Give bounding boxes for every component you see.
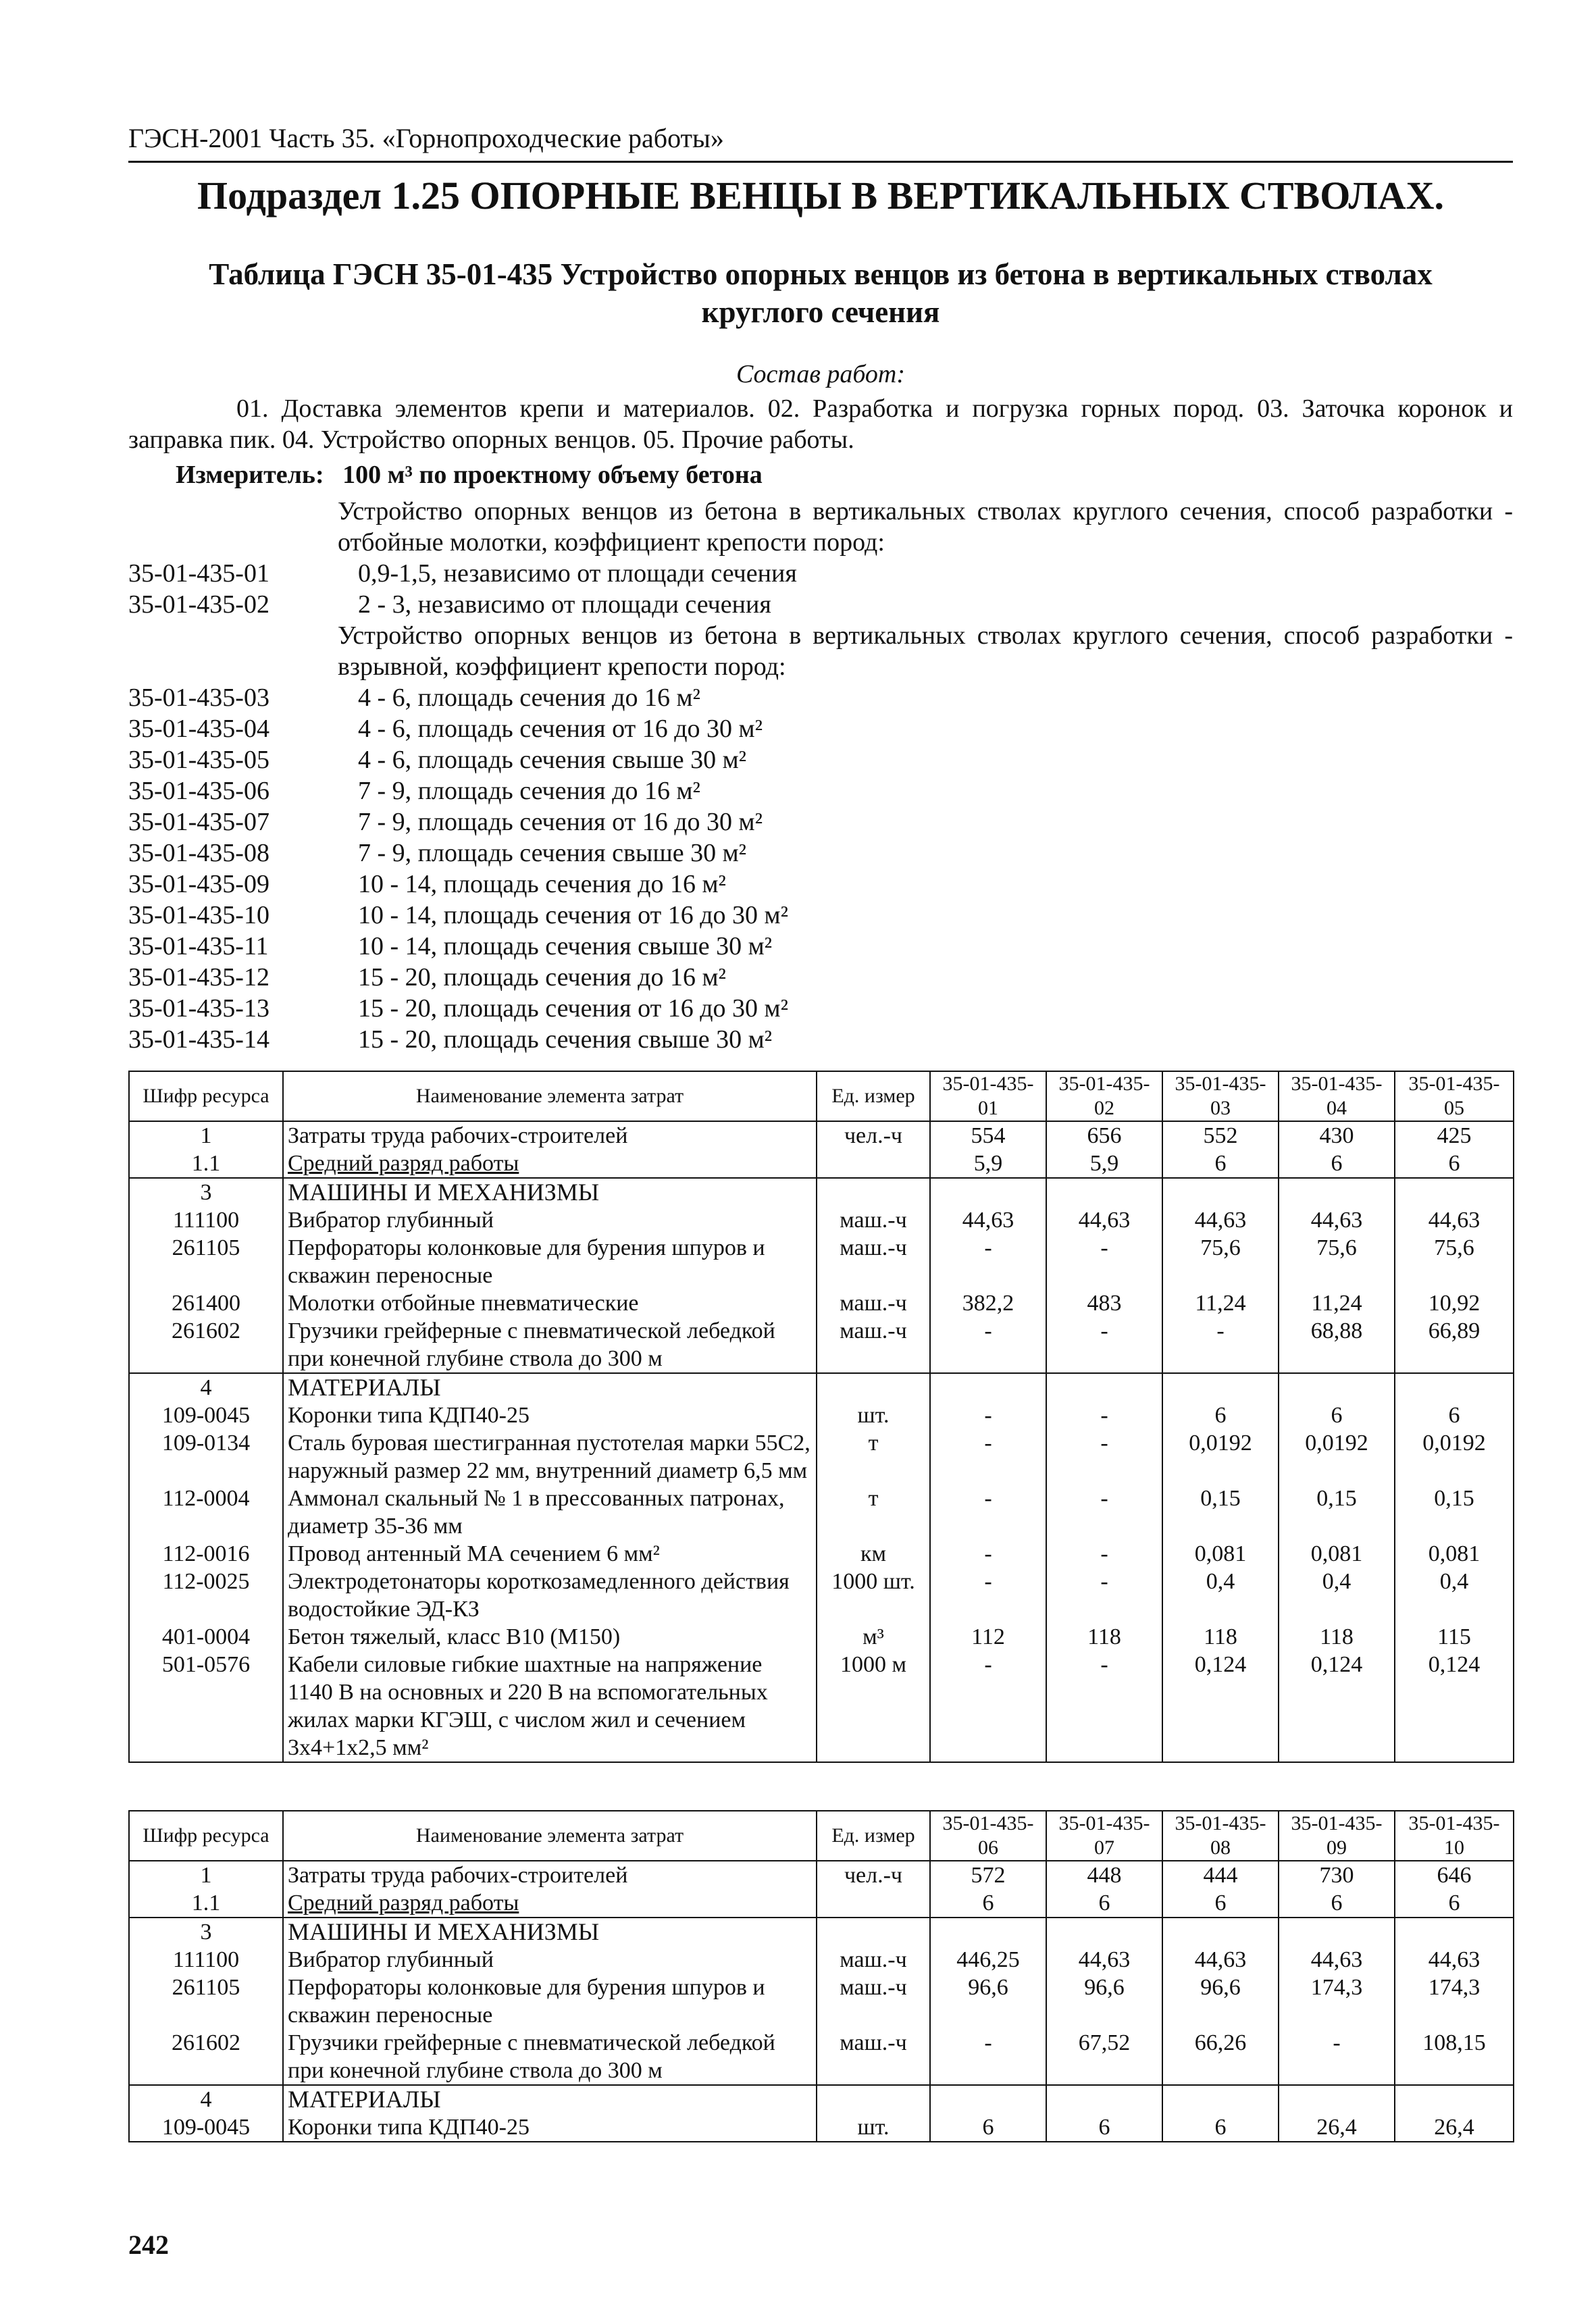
table-header-row <box>129 1811 1514 1861</box>
table-row <box>129 1150 1514 1178</box>
value-cell: 75,6 <box>1395 1234 1514 1289</box>
value-cell: 552 <box>1162 1121 1279 1150</box>
value-cell: 0,0192 <box>1162 1429 1279 1485</box>
value-cell: 6 <box>1279 1889 1395 1918</box>
table-row <box>129 1540 1514 1568</box>
table-title-line2: круглого сечения <box>701 295 940 329</box>
table-row <box>129 1623 1514 1651</box>
table-row <box>129 1485 1514 1540</box>
code-row <box>128 869 1513 900</box>
unit-cell: 1000 шт. <box>817 1568 930 1623</box>
value-cell: 96,6 <box>930 1974 1046 2029</box>
norm-code: 35-01-435-02 <box>128 590 269 619</box>
value-cell: 115 <box>1395 1623 1514 1651</box>
value-cell: - <box>1046 1234 1162 1289</box>
value-cell: 448 <box>1046 1861 1162 1889</box>
code-row <box>128 744 1513 775</box>
table-title <box>128 255 1513 331</box>
empty-cell <box>1279 2085 1395 2113</box>
empty-cell <box>1046 2085 1162 2113</box>
code-row <box>128 1024 1513 1055</box>
norm-description: 4 - 6, площадь сечения свыше 30 м² <box>358 746 747 774</box>
unit-cell: чел.-ч <box>817 1861 930 1889</box>
value-cell: 44,63 <box>1279 1946 1395 1974</box>
table-row <box>129 1861 1514 1889</box>
resource-code: 261602 <box>129 1317 283 1373</box>
unit-cell: маш.-ч <box>817 1317 930 1373</box>
unit-cell: шт. <box>817 2113 930 2142</box>
value-cell: 5,9 <box>930 1150 1046 1178</box>
empty-cell <box>817 1178 930 1206</box>
table-title-line1: Таблица ГЭСН 35-01-435 Устройство опорных венцов из бетона в вертикальных стволах <box>209 257 1433 291</box>
table-group-row <box>129 1918 1514 1946</box>
value-cell: 67,52 <box>1046 2029 1162 2085</box>
cost-element-name: Коронки типа КДП40-25 <box>283 1402 817 1429</box>
norm-description: 0,9-1,5, независимо от площади сечения <box>358 559 797 588</box>
norm-code: 35-01-435-06 <box>128 777 269 805</box>
norm-description: 10 - 14, площадь сечения до 16 м² <box>358 870 726 898</box>
value-cell: 26,4 <box>1395 2113 1514 2142</box>
cost-element-name: Молотки отбойные пневматические <box>283 1289 817 1317</box>
code-row <box>128 682 1513 713</box>
header-unit: Ед. измер <box>817 1811 930 1861</box>
value-cell: 66,89 <box>1395 1317 1514 1373</box>
value-cell: 6 <box>1046 2113 1162 2142</box>
value-cell: - <box>930 1317 1046 1373</box>
resource-code: 261105 <box>129 1974 283 2029</box>
value-cell: 44,63 <box>1162 1206 1279 1234</box>
value-cell: 6 <box>1046 1889 1162 1918</box>
table-header-row <box>129 1071 1514 1121</box>
norm-code: 35-01-435-05 <box>128 746 269 774</box>
resource-code: 3 <box>129 1918 283 1946</box>
value-cell: 44,63 <box>1046 1946 1162 1974</box>
value-cell: 483 <box>1046 1289 1162 1317</box>
empty-cell <box>930 1373 1046 1402</box>
unit-cell: маш.-ч <box>817 2029 930 2085</box>
code-group-2 <box>128 682 1513 1055</box>
value-cell: - <box>930 1568 1046 1623</box>
resource-table-1 <box>128 1071 1514 1763</box>
norm-code: 35-01-435-12 <box>128 963 269 992</box>
header-column: 35-01-435-05 <box>1395 1071 1514 1121</box>
table-row <box>129 2113 1514 2142</box>
table-group-row <box>129 1373 1514 1402</box>
norm-description: 4 - 6, площадь сечения до 16 м² <box>358 684 700 712</box>
value-cell: 6 <box>1279 1402 1395 1429</box>
value-cell: 6 <box>1395 1889 1514 1918</box>
cost-element-name: Бетон тяжелый, класс В10 (М150) <box>283 1623 817 1651</box>
norm-description: 7 - 9, площадь сечения от 16 до 30 м² <box>358 808 763 836</box>
value-cell: 554 <box>930 1121 1046 1150</box>
value-cell: 0,0192 <box>1395 1429 1514 1485</box>
empty-cell <box>1395 1178 1514 1206</box>
cost-element-name: Перфораторы колонковые для бурения шпуров и скважин переносные <box>283 1234 817 1289</box>
header-column: 35-01-435-09 <box>1279 1811 1395 1861</box>
code-row <box>128 900 1513 931</box>
unit-cell: т <box>817 1429 930 1485</box>
code-row <box>128 558 1513 589</box>
code-group-1 <box>128 558 1513 620</box>
table-row <box>129 1974 1514 2029</box>
code-row <box>128 962 1513 993</box>
table-row <box>129 1429 1514 1485</box>
value-cell: 44,63 <box>1162 1946 1279 1974</box>
value-cell: 0,4 <box>1395 1568 1514 1623</box>
table-row <box>129 1289 1514 1317</box>
value-cell: 6 <box>1279 1150 1395 1178</box>
value-cell: 430 <box>1279 1121 1395 1150</box>
empty-cell <box>1162 1373 1279 1402</box>
value-cell: 11,24 <box>1162 1289 1279 1317</box>
value-cell: 446,25 <box>930 1946 1046 1974</box>
meter-value: 100 м³ по проектному объему бетона <box>342 461 763 489</box>
value-cell: - <box>930 1429 1046 1485</box>
header-name: Наименование элемента затрат <box>283 1071 817 1121</box>
cost-element-name: Грузчики грейферные с пневматической лебедкой при конечной глубине ствола до 300 м <box>283 2029 817 2085</box>
norm-description: 10 - 14, площадь сечения от 16 до 30 м² <box>358 901 789 929</box>
subsection-title: Подраздел 1.25 ОПОРНЫЕ ВЕНЦЫ В ВЕРТИКАЛЬНЫХ СТВОЛАХ. <box>197 174 1444 217</box>
unit-cell: 1000 м <box>817 1651 930 1762</box>
value-cell: 5,9 <box>1046 1150 1162 1178</box>
norm-code: 35-01-435-01 <box>128 559 269 588</box>
resource-code: 261105 <box>129 1234 283 1289</box>
value-cell: 0,081 <box>1162 1540 1279 1568</box>
resource-code: 4 <box>129 2085 283 2113</box>
meter-line <box>176 459 763 490</box>
value-cell: - <box>1162 1317 1279 1373</box>
value-cell: 6 <box>1162 1150 1279 1178</box>
value-cell: 174,3 <box>1395 1974 1514 2029</box>
unit-cell: шт. <box>817 1402 930 1429</box>
resource-code: 1.1 <box>129 1889 283 1918</box>
value-cell: 44,63 <box>1395 1206 1514 1234</box>
value-cell: - <box>1046 1540 1162 1568</box>
resource-code: 401-0004 <box>129 1623 283 1651</box>
value-cell: 44,63 <box>930 1206 1046 1234</box>
code-list <box>128 496 1513 1055</box>
cost-element-name: Средний разряд работы <box>283 1150 817 1178</box>
unit-cell: маш.-ч <box>817 1974 930 2029</box>
norm-description: 7 - 9, площадь сечения свыше 30 м² <box>358 839 747 867</box>
cost-element-name: Вибратор глубинный <box>283 1946 817 1974</box>
work-composition-text: 01. Доставка элементов крепи и материалов. 02. Разработка и погрузка горных пород. 03. Заточка коронок и заправка пик. 04. Устройство опорных венцов. 05. Прочие работы. <box>128 394 1513 454</box>
group-heading: МАТЕРИАЛЫ <box>283 2085 817 2113</box>
value-cell: 96,6 <box>1162 1974 1279 2029</box>
norm-code: 35-01-435-10 <box>128 901 269 929</box>
resource-code: 501-0576 <box>129 1651 283 1762</box>
value-cell: - <box>930 2029 1046 2085</box>
value-cell: 44,63 <box>1279 1206 1395 1234</box>
unit-cell: маш.-ч <box>817 1206 930 1234</box>
value-cell: 108,15 <box>1395 2029 1514 2085</box>
value-cell: 0,124 <box>1162 1651 1279 1762</box>
norm-code: 35-01-435-11 <box>128 932 269 960</box>
value-cell: 118 <box>1046 1623 1162 1651</box>
empty-cell <box>817 1918 930 1946</box>
value-cell: - <box>1046 1402 1162 1429</box>
empty-cell <box>817 1373 930 1402</box>
empty-cell <box>1162 1918 1279 1946</box>
value-cell: 572 <box>930 1861 1046 1889</box>
code-row <box>128 931 1513 962</box>
header-code: Шифр ресурса <box>129 1811 283 1861</box>
norm-description: 2 - 3, независимо от площади сечения <box>358 590 771 619</box>
cost-element-name: Электродетонаторы короткозамедленного действия водостойкие ЭД-КЗ <box>283 1568 817 1623</box>
norm-code: 35-01-435-04 <box>128 715 269 743</box>
norm-description: 10 - 14, площадь сечения свыше 30 м² <box>358 932 773 960</box>
unit-cell: маш.-ч <box>817 1289 930 1317</box>
resource-code: 111100 <box>129 1206 283 1234</box>
cost-element-name: Коронки типа КДП40-25 <box>283 2113 817 2142</box>
unit-cell <box>817 1889 930 1918</box>
norm-code: 35-01-435-03 <box>128 684 269 712</box>
empty-cell <box>817 2085 930 2113</box>
resource-code: 112-0025 <box>129 1568 283 1623</box>
unit-cell: маш.-ч <box>817 1234 930 1289</box>
value-cell: 174,3 <box>1279 1974 1395 2029</box>
group-heading: МАТЕРИАЛЫ <box>283 1373 817 1402</box>
header-column: 35-01-435-04 <box>1279 1071 1395 1121</box>
value-cell: - <box>930 1651 1046 1762</box>
value-cell: 6 <box>930 2113 1046 2142</box>
table-row <box>129 1946 1514 1974</box>
header-column: 35-01-435-01 <box>930 1071 1046 1121</box>
table-row <box>129 1234 1514 1289</box>
code-row <box>128 713 1513 744</box>
value-cell: - <box>930 1485 1046 1540</box>
empty-cell <box>930 1918 1046 1946</box>
value-cell: 6 <box>1395 1150 1514 1178</box>
value-cell: 382,2 <box>930 1289 1046 1317</box>
table-row <box>129 1402 1514 1429</box>
value-cell: 6 <box>1162 2113 1279 2142</box>
cost-element-name: Вибратор глубинный <box>283 1206 817 1234</box>
empty-cell <box>1046 1178 1162 1206</box>
table-row <box>129 1568 1514 1623</box>
norm-code: 35-01-435-13 <box>128 994 269 1023</box>
header-column: 35-01-435-07 <box>1046 1811 1162 1861</box>
resource-code: 109-0134 <box>129 1429 283 1485</box>
table-row <box>129 1317 1514 1373</box>
code-intro-1: Устройство опорных венцов из бетона в вертикальных стволах круглого сечения, способ разработки - отбойные молотки, коэффициент крепости пород: <box>338 497 1513 557</box>
norm-description: 15 - 20, площадь сечения свыше 30 м² <box>358 1025 773 1054</box>
cost-element-name: Провод антенный МА сечением 6 мм² <box>283 1540 817 1568</box>
running-header: ГЭСН-2001 Часть 35. «Горнопроходческие работы» <box>128 120 1513 163</box>
value-cell: - <box>1279 2029 1395 2085</box>
value-cell: 118 <box>1162 1623 1279 1651</box>
value-cell: 0,124 <box>1279 1651 1395 1762</box>
empty-cell <box>1046 1373 1162 1402</box>
group-heading: МАШИНЫ И МЕХАНИЗМЫ <box>283 1918 817 1946</box>
code-row <box>128 993 1513 1024</box>
resource-code: 1 <box>129 1861 283 1889</box>
value-cell: - <box>1046 1651 1162 1762</box>
value-cell: 75,6 <box>1162 1234 1279 1289</box>
table-row <box>129 1651 1514 1762</box>
value-cell: 118 <box>1279 1623 1395 1651</box>
code-row <box>128 589 1513 620</box>
value-cell: 44,63 <box>1046 1206 1162 1234</box>
header-unit: Ед. измер <box>817 1071 930 1121</box>
value-cell: 444 <box>1162 1861 1279 1889</box>
value-cell: 0,15 <box>1395 1485 1514 1540</box>
resource-code: 109-0045 <box>129 1402 283 1429</box>
value-cell: 425 <box>1395 1121 1514 1150</box>
empty-cell <box>1279 1918 1395 1946</box>
composition-label: Состав работ: <box>736 360 906 388</box>
value-cell: 0,124 <box>1395 1651 1514 1762</box>
value-cell: 75,6 <box>1279 1234 1395 1289</box>
resource-table-2 <box>128 1810 1514 2142</box>
value-cell: 6 <box>1162 1889 1279 1918</box>
empty-cell <box>1279 1373 1395 1402</box>
norm-code: 35-01-435-07 <box>128 808 269 836</box>
resource-code: 109-0045 <box>129 2113 283 2142</box>
table-row <box>129 1206 1514 1234</box>
value-cell: 6 <box>1395 1402 1514 1429</box>
value-cell: - <box>930 1540 1046 1568</box>
resource-code: 111100 <box>129 1946 283 1974</box>
header-column: 35-01-435-02 <box>1046 1071 1162 1121</box>
cost-element-name: Затраты труда рабочих-строителей <box>283 1121 817 1150</box>
value-cell: - <box>930 1402 1046 1429</box>
value-cell: - <box>1046 1485 1162 1540</box>
header-column: 35-01-435-10 <box>1395 1811 1514 1861</box>
header-column: 35-01-435-06 <box>930 1811 1046 1861</box>
group-heading: МАШИНЫ И МЕХАНИЗМЫ <box>283 1178 817 1206</box>
empty-cell <box>1279 1178 1395 1206</box>
value-cell: 0,0192 <box>1279 1429 1395 1485</box>
value-cell: 112 <box>930 1623 1046 1651</box>
empty-cell <box>930 1178 1046 1206</box>
code-row <box>128 806 1513 838</box>
unit-cell: чел.-ч <box>817 1121 930 1150</box>
empty-cell <box>1395 2085 1514 2113</box>
empty-cell <box>1046 1918 1162 1946</box>
norm-description: 15 - 20, площадь сечения до 16 м² <box>358 963 726 992</box>
table-group-row <box>129 2085 1514 2113</box>
value-cell: 730 <box>1279 1861 1395 1889</box>
unit-cell: т <box>817 1485 930 1540</box>
empty-cell <box>1395 1373 1514 1402</box>
resource-code: 4 <box>129 1373 283 1402</box>
empty-cell <box>1162 1178 1279 1206</box>
resource-code: 261400 <box>129 1289 283 1317</box>
norm-description: 15 - 20, площадь сечения от 16 до 30 м² <box>358 994 789 1023</box>
unit-cell: км <box>817 1540 930 1568</box>
cost-element-name: Перфораторы колонковые для бурения шпуров и скважин переносные <box>283 1974 817 2029</box>
table-group-row <box>129 1178 1514 1206</box>
unit-cell <box>817 1150 930 1178</box>
norm-description: 7 - 9, площадь сечения до 16 м² <box>358 777 700 805</box>
cost-element-name: Затраты труда рабочих-строителей <box>283 1861 817 1889</box>
resource-code: 261602 <box>129 2029 283 2085</box>
resource-code: 1.1 <box>129 1150 283 1178</box>
empty-cell <box>930 2085 1046 2113</box>
cost-element-name: Сталь буровая шестигранная пустотелая марки 55С2, наружный размер 22 мм, внутренний диаметр 6,5 мм <box>283 1429 817 1485</box>
norm-code: 35-01-435-14 <box>128 1025 269 1054</box>
value-cell: 6 <box>930 1889 1046 1918</box>
resource-code: 112-0004 <box>129 1485 283 1540</box>
value-cell: 656 <box>1046 1121 1162 1150</box>
page-number: 242 <box>128 2230 169 2260</box>
unit-cell: м³ <box>817 1623 930 1651</box>
table-row <box>129 1121 1514 1150</box>
value-cell: - <box>1046 1568 1162 1623</box>
header-code: Шифр ресурса <box>129 1071 283 1121</box>
table-row <box>129 1889 1514 1918</box>
cost-element-name: Аммонал скальный № 1 в прессованных патронах, диаметр 35-36 мм <box>283 1485 817 1540</box>
resource-code: 3 <box>129 1178 283 1206</box>
cost-element-name: Грузчики грейферные с пневматической лебедкой при конечной глубине ствола до 300 м <box>283 1317 817 1373</box>
header-column: 35-01-435-03 <box>1162 1071 1279 1121</box>
value-cell: 11,24 <box>1279 1289 1395 1317</box>
value-cell: 6 <box>1162 1402 1279 1429</box>
code-intro-2: Устройство опорных венцов из бетона в вертикальных стволах круглого сечения, способ разработки - взрывной, коэффициент крепости пород: <box>338 621 1513 681</box>
norm-code: 35-01-435-08 <box>128 839 269 867</box>
unit-cell: маш.-ч <box>817 1946 930 1974</box>
header-name: Наименование элемента затрат <box>283 1811 817 1861</box>
meter-label: Измеритель: <box>176 461 324 489</box>
table-row <box>129 2029 1514 2085</box>
value-cell: 44,63 <box>1395 1946 1514 1974</box>
empty-cell <box>1395 1918 1514 1946</box>
value-cell: 0,4 <box>1162 1568 1279 1623</box>
value-cell: - <box>930 1234 1046 1289</box>
value-cell: 0,4 <box>1279 1568 1395 1623</box>
value-cell: 26,4 <box>1279 2113 1395 2142</box>
norm-code: 35-01-435-09 <box>128 870 269 898</box>
code-row <box>128 775 1513 806</box>
code-row <box>128 838 1513 869</box>
value-cell: 96,6 <box>1046 1974 1162 2029</box>
value-cell: - <box>1046 1429 1162 1485</box>
value-cell: 0,081 <box>1395 1540 1514 1568</box>
cost-element-name: Кабели силовые гибкие шахтные на напряжение 1140 В на основных и 220 В на вспомогательных жилах марки КГЭШ, с числом жил и сечением 3х4+1х2,5 мм² <box>283 1651 817 1762</box>
value-cell: 66,26 <box>1162 2029 1279 2085</box>
value-cell: - <box>1046 1317 1162 1373</box>
value-cell: 10,92 <box>1395 1289 1514 1317</box>
resource-code: 112-0016 <box>129 1540 283 1568</box>
resource-code: 1 <box>129 1121 283 1150</box>
value-cell: 68,88 <box>1279 1317 1395 1373</box>
value-cell: 0,15 <box>1162 1485 1279 1540</box>
norm-description: 4 - 6, площадь сечения от 16 до 30 м² <box>358 715 763 743</box>
empty-cell <box>1162 2085 1279 2113</box>
value-cell: 0,081 <box>1279 1540 1395 1568</box>
header-column: 35-01-435-08 <box>1162 1811 1279 1861</box>
value-cell: 646 <box>1395 1861 1514 1889</box>
cost-element-name: Средний разряд работы <box>283 1889 817 1918</box>
value-cell: 0,15 <box>1279 1485 1395 1540</box>
